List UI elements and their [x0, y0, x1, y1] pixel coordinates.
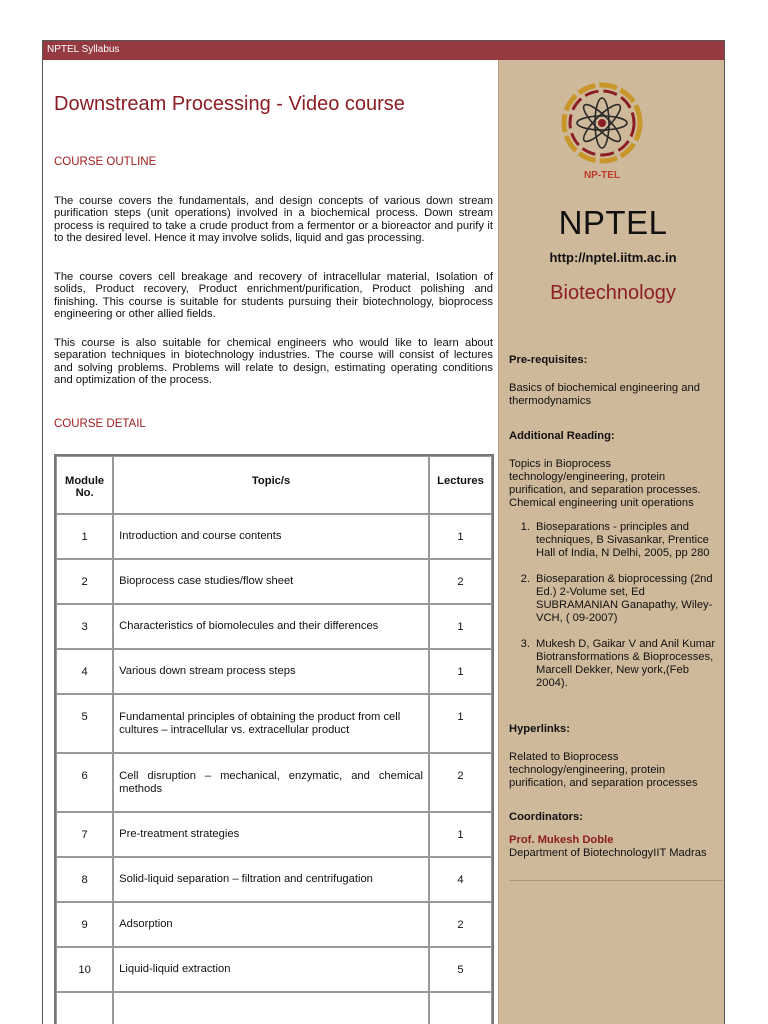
- table-row: [56, 604, 492, 649]
- table-row: [56, 992, 492, 1024]
- list-item: [509, 573, 723, 625]
- nptel-logo: [561, 82, 643, 194]
- table-row: [56, 649, 492, 694]
- divider: [509, 880, 723, 881]
- list-item: [509, 638, 723, 690]
- module-topic: Liquid-liquid extraction: [113, 947, 429, 992]
- table-row: [56, 753, 492, 812]
- table-row: [56, 947, 492, 992]
- module-number: 9: [56, 902, 113, 947]
- header-topic: Topic/s: [113, 456, 429, 514]
- outline-paragraph-2: The course covers cell breakage and recovery of intracellular material, Isolation of solids, Product recovery, Product enrichment/purification, Product polishing and finishing. This course is suitable for students pursuing their biotechnology, bioprocess engineering or other allied fields.: [54, 271, 493, 321]
- top-bar-label: NPTEL Syllabus: [47, 44, 120, 55]
- module-lectures: 1: [429, 694, 492, 753]
- page-title: Downstream Processing - Video course: [54, 93, 405, 115]
- table-row: [56, 857, 492, 902]
- module-topic: Pre-treatment strategies: [113, 812, 429, 857]
- hyperlinks-heading: Hyperlinks:: [509, 723, 570, 735]
- module-lectures: [429, 992, 492, 1024]
- table-row: [56, 812, 492, 857]
- module-topic: Cell disruption – mechanical, enzymatic, and chemical methods: [113, 753, 429, 812]
- coordinator-name: Prof. Mukesh Doble: [509, 834, 614, 846]
- list-item-number: 3.: [520, 638, 530, 650]
- module-lectures: 2: [429, 559, 492, 604]
- module-number: 5: [56, 694, 113, 753]
- coordinators-heading: Coordinators:: [509, 811, 583, 823]
- module-lectures: 1: [429, 514, 492, 559]
- module-lectures: 2: [429, 753, 492, 812]
- list-item-number: 2.: [520, 573, 530, 585]
- table-row: [56, 902, 492, 947]
- module-topic: Characteristics of biomolecules and their differences: [113, 604, 429, 649]
- site-url-link[interactable]: http://nptel.iitm.ac.in: [549, 250, 677, 265]
- table-header-row: [56, 456, 492, 514]
- list-item-number: 1.: [520, 521, 530, 533]
- module-number: 10: [56, 947, 113, 992]
- module-number: 4: [56, 649, 113, 694]
- course-detail-heading: COURSE DETAIL: [54, 418, 146, 430]
- module-number: 2: [56, 559, 113, 604]
- module-lectures: 5: [429, 947, 492, 992]
- outline-paragraph-3: This course is also suitable for chemical engineers who would like to learn about separation techniques in biotechnology industries. The course will consist of lectures and solving problems. Problems will relate to design, estimating operating conditions and optimization of the process.: [54, 337, 493, 387]
- table-row: [56, 559, 492, 604]
- top-bar: [43, 41, 724, 60]
- list-item-text: Mukesh D, Gaikar V and Anil Kumar Biotransformations & Bioprocesses, Marcell Dekker, New york,(Feb 2004).: [536, 638, 716, 689]
- list-item: [509, 521, 723, 560]
- course-detail-table: [54, 454, 494, 1024]
- header-module: Module No.: [56, 456, 113, 514]
- module-topic: Fundamental principles of obtaining the product from cell cultures – intracellular vs. extracellular product: [113, 694, 429, 753]
- header-lectures: Lectures: [429, 456, 492, 514]
- module-lectures: 4: [429, 857, 492, 902]
- coordinator-department: Department of BiotechnologyIIT Madras: [509, 847, 707, 859]
- reading-intro: Topics in Bioprocess technology/engineering, protein purification, and separation processes. Chemical engineering unit operations: [509, 458, 701, 509]
- module-topic: [113, 992, 429, 1024]
- module-topic: Solid-liquid separation – filtration and centrifugation: [113, 857, 429, 902]
- module-number: 6: [56, 753, 113, 812]
- module-number: 1: [56, 514, 113, 559]
- reading-heading: Additional Reading:: [509, 430, 615, 442]
- module-topic: Bioprocess case studies/flow sheet: [113, 559, 429, 604]
- module-lectures: 1: [429, 604, 492, 649]
- list-item-text: Bioseparation & bioprocessing (2nd Ed.) 2-Volume set, Ed SUBRAMANIAN Ganapathy, Wiley-VCH, ( 09-2007): [536, 573, 713, 624]
- prereq-heading: Pre-requisites:: [509, 354, 588, 366]
- page-frame: [42, 40, 725, 1024]
- module-number: 8: [56, 857, 113, 902]
- module-lectures: 1: [429, 649, 492, 694]
- module-topic: Introduction and course contents: [113, 514, 429, 559]
- module-number: 7: [56, 812, 113, 857]
- prereq-text: Basics of biochemical engineering and thermodynamics: [509, 382, 700, 407]
- list-item-text: Bioseparations - principles and techniques, B Sivasankar, Prentice Hall of India, N Delhi, 2005, pp 280: [536, 521, 710, 559]
- module-lectures: 2: [429, 902, 492, 947]
- discipline-title: Biotechnology: [550, 282, 676, 304]
- hyperlinks-text: Related to Bioprocess technology/engineering, protein purification, and separation processes: [509, 751, 698, 789]
- brand-name: NPTEL: [558, 204, 668, 241]
- module-number: 3: [56, 604, 113, 649]
- course-outline-heading: COURSE OUTLINE: [54, 156, 157, 168]
- main-content: [43, 60, 498, 1024]
- table-row: [56, 694, 492, 753]
- outline-paragraph-1: The course covers the fundamentals, and design concepts of various down stream purification steps (unit operations) involved in a biochemical process. Down stream process is required to take a crude product from a fermentor or a bioreactor and purify it to the desired level. Hence it may involve solids, liquid and gas processing.: [54, 195, 493, 245]
- module-number: [56, 992, 113, 1024]
- module-topic: Adsorption: [113, 902, 429, 947]
- module-lectures: 1: [429, 812, 492, 857]
- module-topic: Various down stream process steps: [113, 649, 429, 694]
- reading-list: [509, 521, 723, 703]
- sidebar: [498, 60, 725, 1024]
- logo-text: NP-TEL: [583, 170, 621, 181]
- table-row: [56, 514, 492, 559]
